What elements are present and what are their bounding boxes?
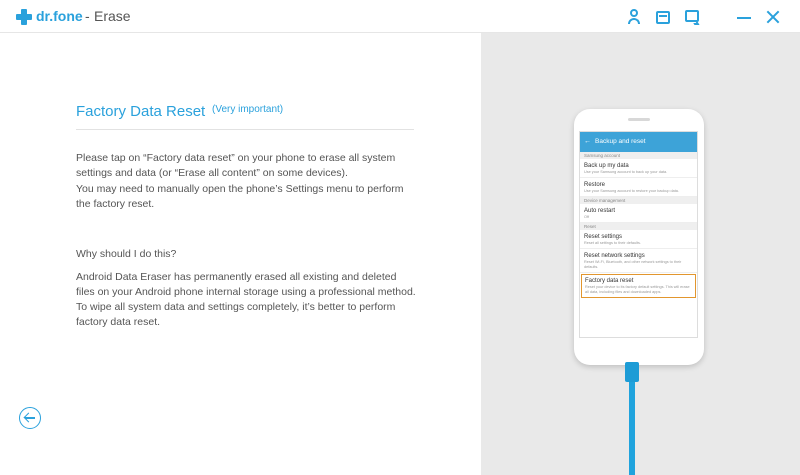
setting-title: Reset network settings bbox=[584, 253, 645, 259]
title-divider bbox=[76, 129, 414, 130]
group-label: Device management bbox=[580, 197, 697, 204]
setting-title: Reset settings bbox=[584, 234, 623, 240]
instruction-paragraph-2: You may need to manually open the phone’s Settings menu to perform the factory reset. bbox=[76, 183, 404, 210]
back-arrow-icon[interactable] bbox=[19, 407, 41, 429]
drfone-logo-icon bbox=[16, 9, 32, 25]
why-question: Why should I do this? bbox=[76, 248, 177, 260]
setting-item-backup bbox=[580, 159, 697, 178]
setting-desc: Off bbox=[584, 215, 589, 219]
instructions-panel bbox=[0, 33, 481, 475]
cart-icon[interactable] bbox=[655, 9, 671, 25]
setting-desc: Use your Samsung account to back up your data. bbox=[584, 170, 668, 174]
page-title: Factory Data Reset bbox=[76, 103, 206, 120]
user-icon[interactable] bbox=[626, 9, 642, 25]
title-separator: - bbox=[85, 8, 90, 24]
importance-note: (Very important) bbox=[212, 104, 284, 115]
setting-item-restore bbox=[580, 178, 697, 197]
setting-title: Auto restart bbox=[584, 208, 616, 214]
close-icon[interactable] bbox=[765, 9, 781, 25]
chat-icon[interactable] bbox=[684, 9, 700, 25]
setting-desc: Reset your device to its factory default settings. This will erase all data, including files and downloaded apps. bbox=[585, 285, 690, 294]
title-bar bbox=[0, 0, 800, 33]
minimize-icon[interactable] bbox=[736, 9, 752, 25]
phone-speaker bbox=[628, 118, 650, 121]
setting-item-reset-settings bbox=[580, 230, 697, 249]
group-label: Samsung account bbox=[580, 152, 697, 159]
usb-plug bbox=[625, 362, 639, 382]
group-label: Reset bbox=[580, 223, 697, 230]
setting-item-auto-restart bbox=[580, 204, 697, 223]
module-name: Erase bbox=[94, 8, 131, 24]
app-brand: dr.fone bbox=[36, 8, 83, 24]
setting-item-factory-reset bbox=[581, 274, 696, 298]
phone-screen bbox=[579, 131, 698, 338]
back-icon: ← bbox=[584, 138, 591, 145]
setting-item-reset-network bbox=[580, 249, 697, 273]
instruction-paragraph-1: Please tap on “Factory data reset” on your phone to erase all system settings and data (or “Erase all content” on some devices). bbox=[76, 152, 396, 179]
setting-desc: Reset Wi-Fi, Bluetooth, and other network settings to their defaults. bbox=[584, 260, 682, 269]
explanation-paragraph: Android Data Eraser has permanently erased all existing and deleted files on your Android phone internal storage using a professional method. To wipe all system data and settings completely, it’s better to perform factory data reset. bbox=[76, 271, 416, 328]
setting-desc: Use your Samsung account to restore your backup data. bbox=[584, 189, 679, 193]
setting-title: Restore bbox=[584, 182, 606, 188]
setting-title: Factory data reset bbox=[585, 278, 634, 284]
settings-header bbox=[580, 132, 697, 152]
setting-title: Back up my data bbox=[584, 163, 629, 169]
settings-header-title: Backup and reset bbox=[595, 138, 646, 145]
setting-desc: Reset all settings to their defaults. bbox=[584, 241, 641, 245]
